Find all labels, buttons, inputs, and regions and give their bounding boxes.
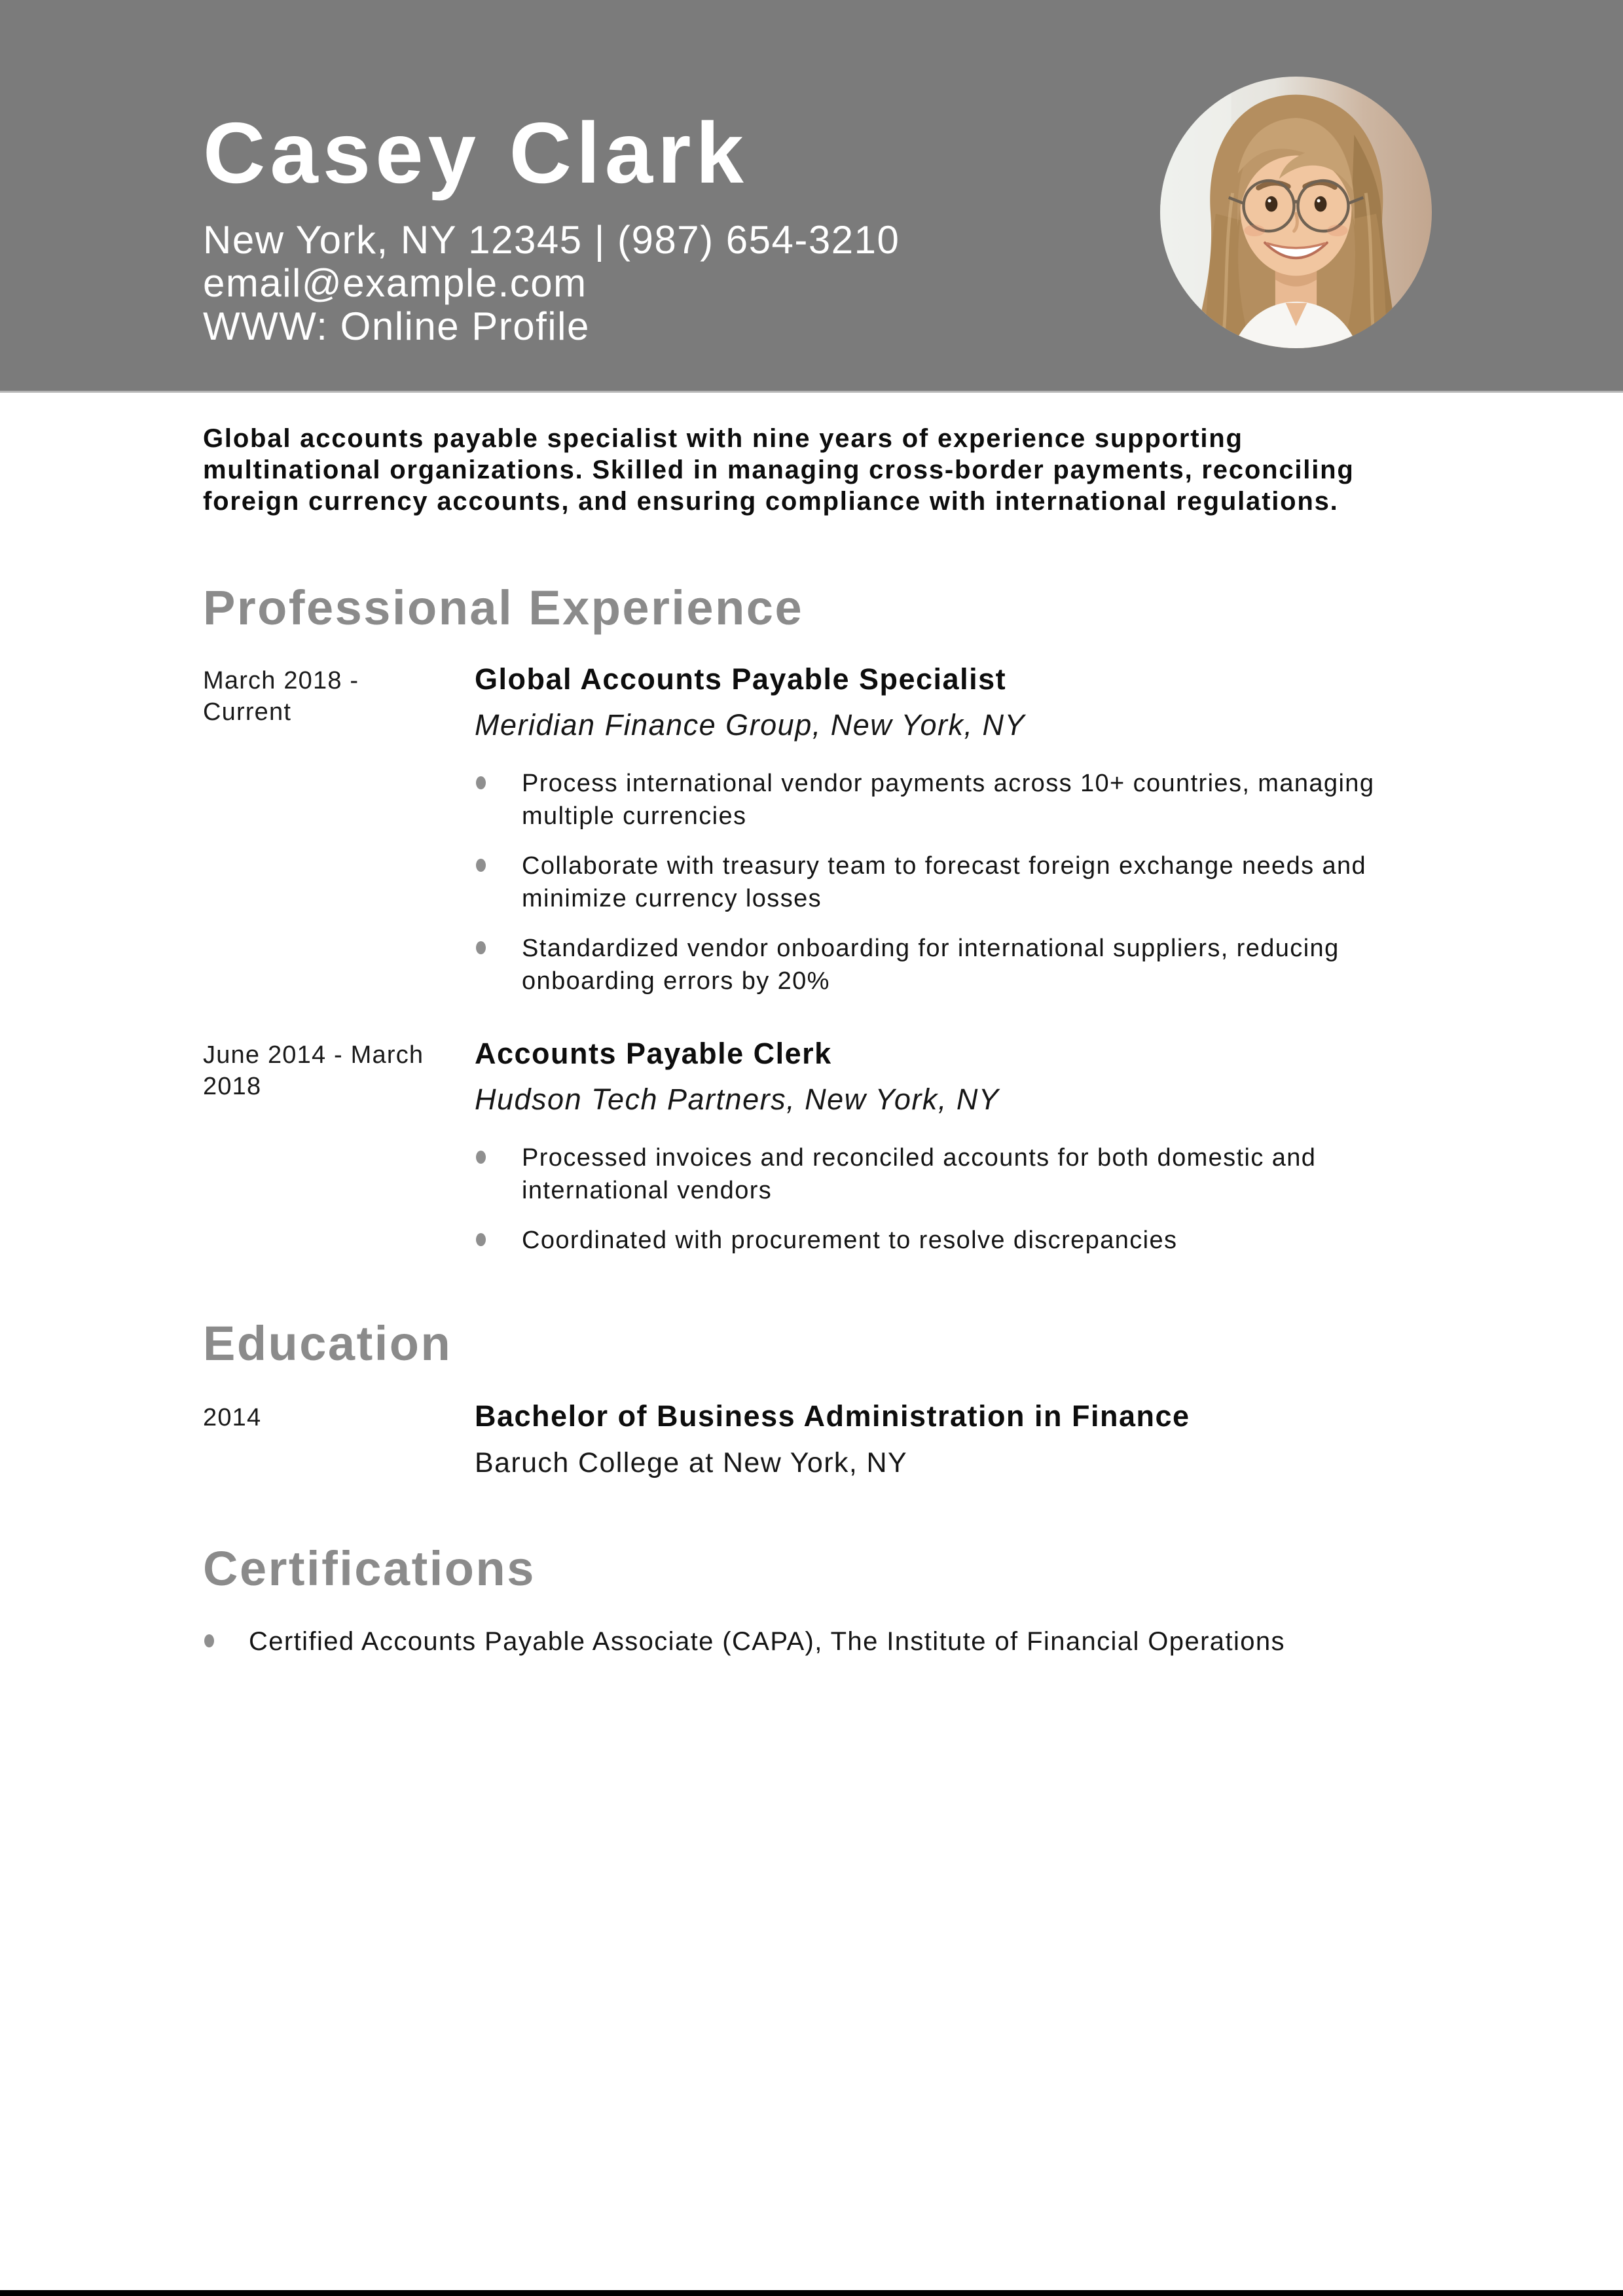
job-2-content (475, 1035, 1440, 1257)
job-1-company: Meridian Finance Group, New York, NY (475, 708, 1026, 742)
job-1-dates: March 2018 - Current (203, 667, 359, 726)
bullet-icon (204, 1634, 214, 1647)
header (0, 0, 1623, 393)
summary-paragraph: Global accounts payable specialist with nine years of experience supporting multinational organizations. Skilled in managing cross-border payments, reconciling foreign currency accounts, and ensuring compliance with international regulations. (203, 424, 1355, 516)
certification-text: Certified Accounts Payable Associate (CAPA), The Institute of Financial Operations (249, 1627, 1285, 1656)
section-title-education: Education (203, 1316, 452, 1371)
education-degree: Bachelor of Business Administration in Finance (475, 1399, 1190, 1433)
education-content (475, 1398, 1440, 1480)
bullet-text: Standardized vendor onboarding for international suppliers, reducing onboarding errors by 20% (522, 935, 1340, 995)
footer-bar (0, 2290, 1623, 2296)
job-2-title: Accounts Payable Clerk (475, 1037, 832, 1070)
avatar-image (1160, 77, 1432, 348)
bullet-icon (476, 1233, 486, 1246)
list-item (203, 1624, 1591, 1659)
job-2-dates: June 2014 - March 2018 (203, 1041, 424, 1100)
bullet-text: Coordinated with procurement to resolve discrepancies (522, 1227, 1178, 1254)
contact-location-phone: New York, NY 12345 | (987) 654-3210 (203, 218, 900, 262)
profile-photo (1160, 77, 1432, 348)
education-entry (203, 1398, 1440, 1480)
list-item (475, 767, 1391, 833)
education-school: Baruch College at New York, NY (475, 1447, 908, 1479)
section-title-certifications: Certifications (203, 1541, 536, 1596)
job-2-bullet-list (475, 1141, 1440, 1257)
job-entry-1 (203, 661, 1440, 997)
list-item (475, 850, 1391, 915)
section-title-experience: Professional Experience (203, 581, 804, 635)
list-item (475, 1141, 1391, 1207)
resume-body (0, 423, 1623, 1659)
bullet-icon (476, 1151, 486, 1164)
job-1-content (475, 661, 1440, 997)
job-1-bullet-list (475, 767, 1440, 997)
bullet-icon (476, 941, 486, 954)
list-item (475, 932, 1391, 997)
contact-website: WWW: Online Profile (203, 304, 590, 348)
job-entry-2 (203, 1035, 1440, 1257)
education-year: 2014 (203, 1404, 262, 1431)
contact-email: email@example.com (203, 261, 587, 305)
bullet-text: Processed invoices and reconciled accounts for both domestic and international vendors (522, 1144, 1317, 1204)
bullet-text: Collaborate with treasury team to forecast foreign exchange needs and minimize currency losses (522, 852, 1367, 912)
job-2-company: Hudson Tech Partners, New York, NY (475, 1083, 1000, 1116)
bullet-icon (476, 859, 486, 872)
bullet-icon (476, 776, 486, 789)
bullet-text: Process international vendor payments across 10+ countries, managing multiple currencies (522, 770, 1375, 830)
job-1-title: Global Accounts Payable Specialist (475, 662, 1007, 696)
person-name: Casey Clark (203, 105, 748, 201)
list-item (475, 1224, 1391, 1257)
certification-list (203, 1624, 1440, 1659)
